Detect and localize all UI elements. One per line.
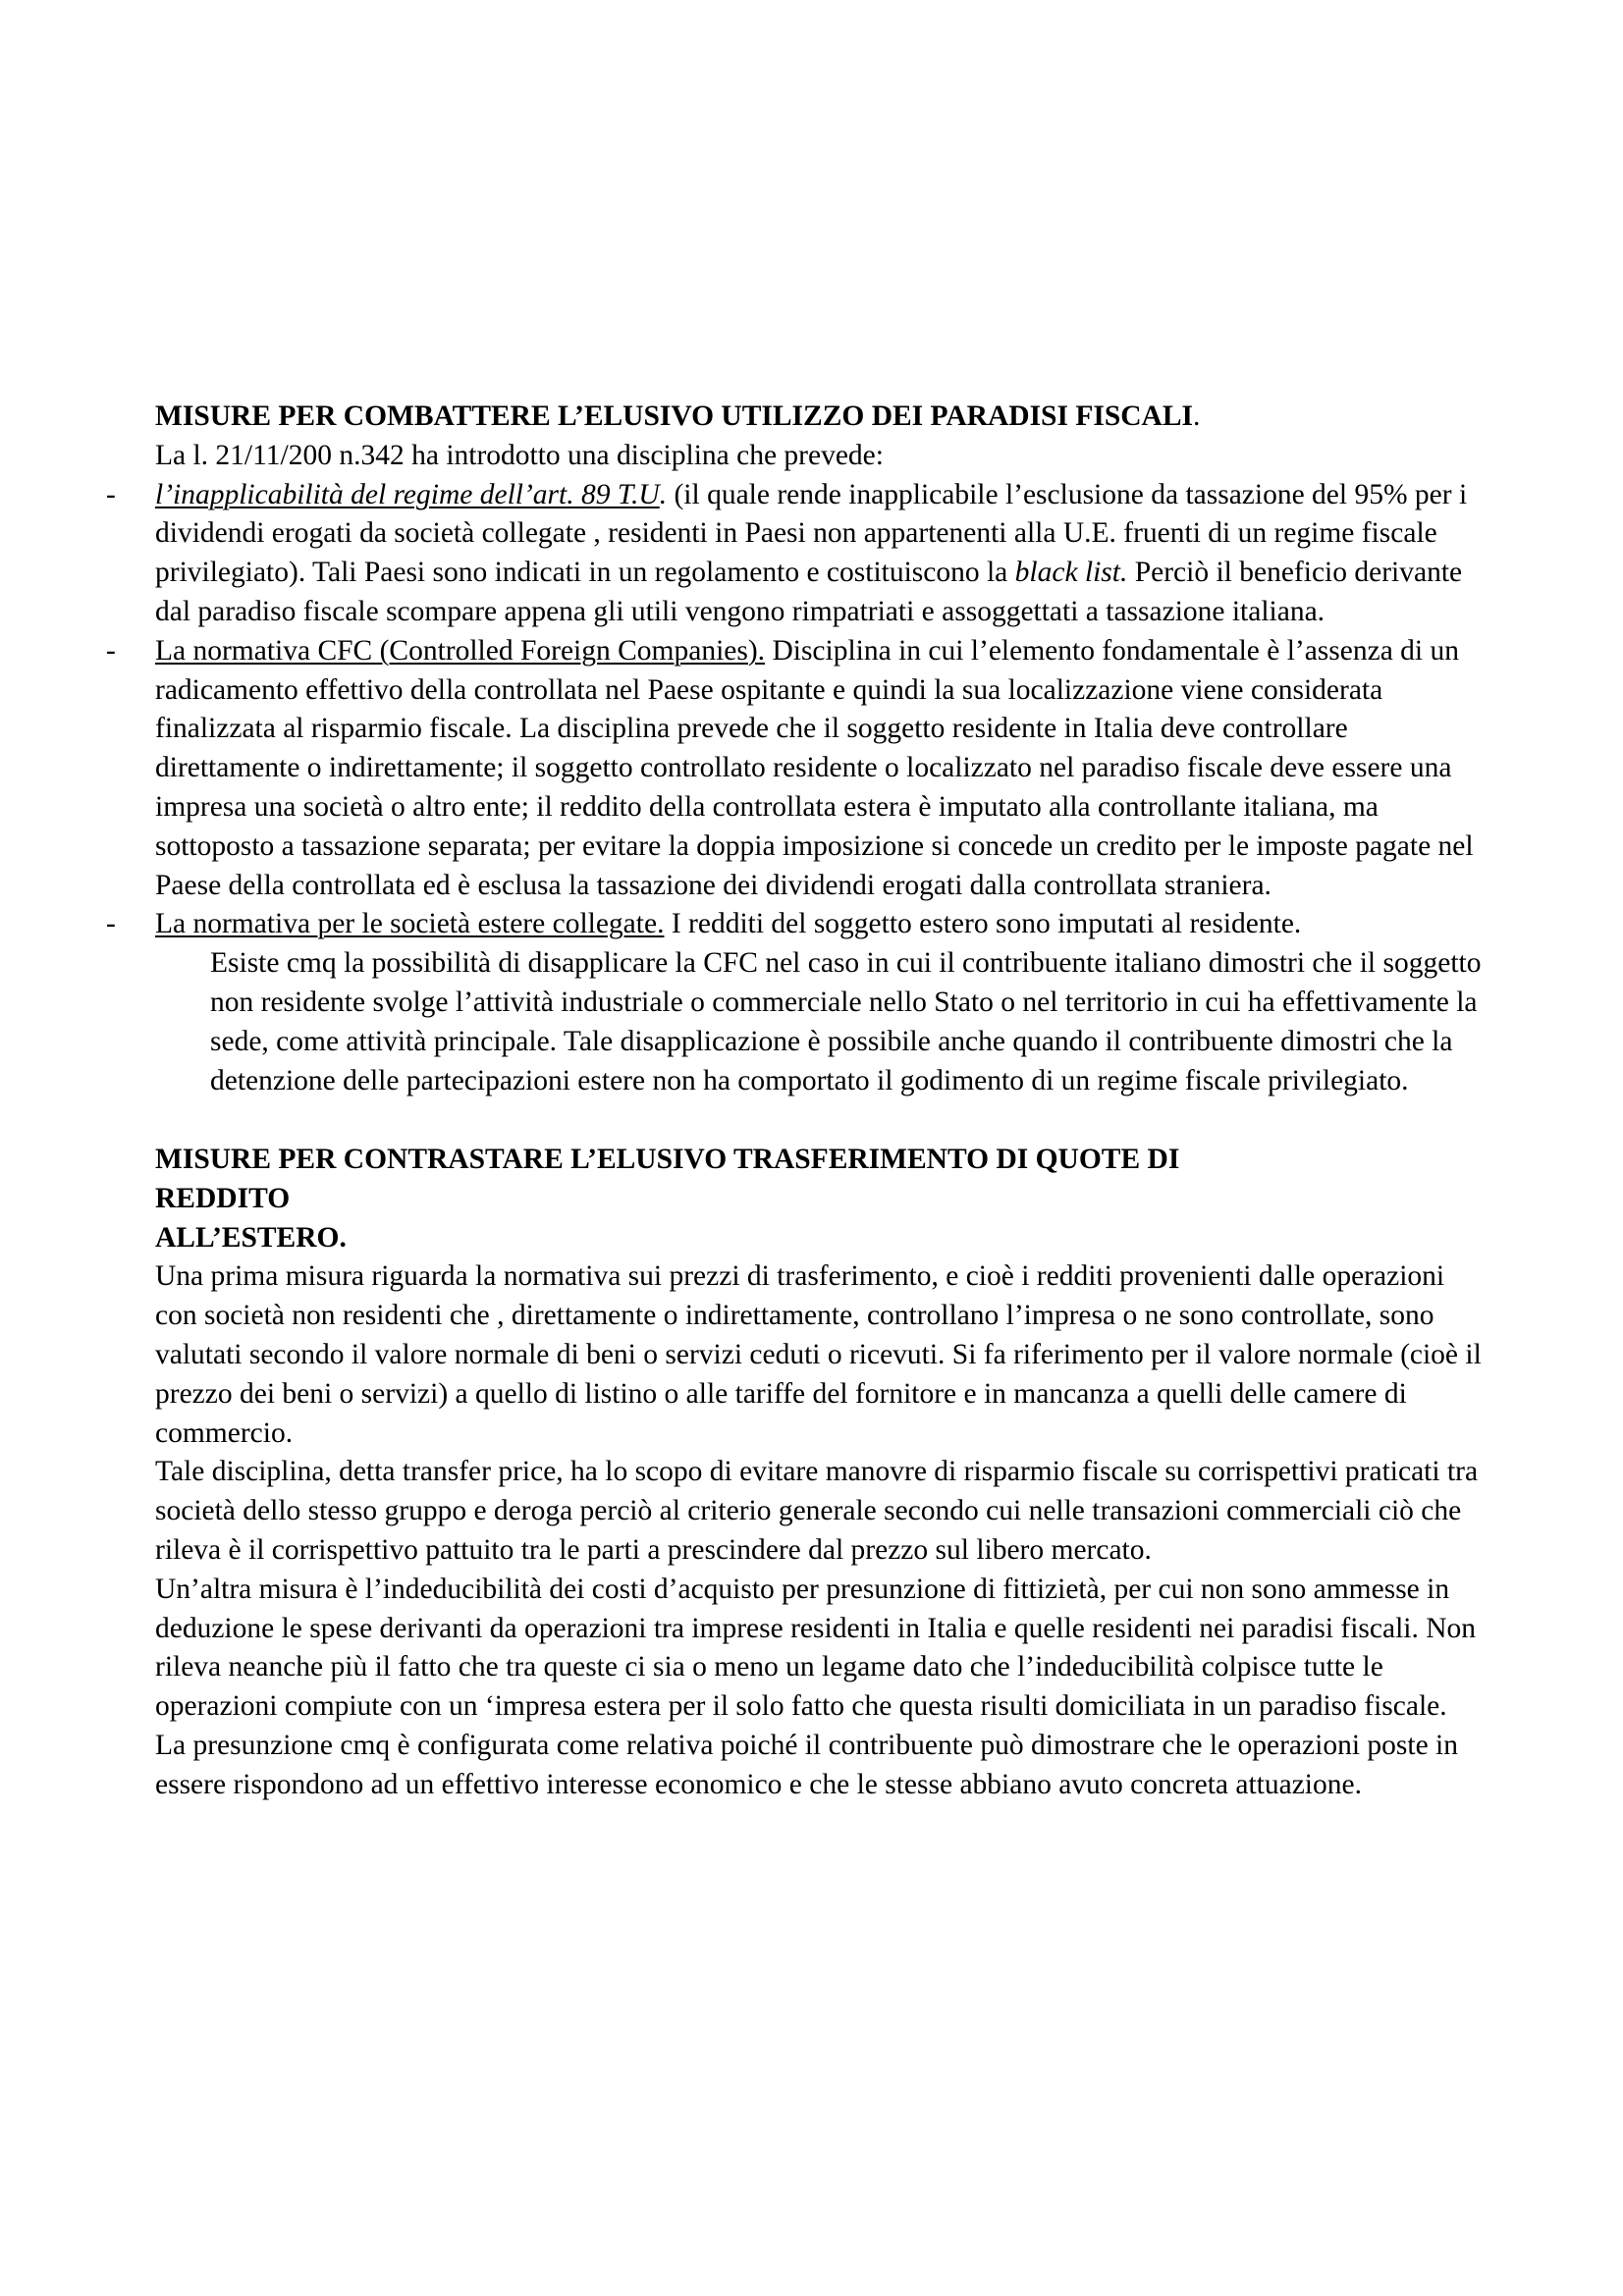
indented-paragraph: Esiste cmq la possibilità di disapplicare la CFC nel caso in cui il contribuente italiano dimostri che il soggetto non residente svolge l’attività industriale o commerciale nello Stato o nel territorio in cui ha effettivamente la sede, come attività principale. Tale disapplicazione è possibile anche quando il contribuente dimostri che la detenzione delle partecipazioni estere non ha comportato il godimento di un regime fiscale privilegiato. (210, 947, 1482, 1096)
list-item: - La normativa CFC (Controlled Foreign Companies). Disciplina in cui l’elemento fondamentale è l’assenza di un radicamento effettivo della controllata nel Paese ospitante e quindi la sua localizzazione viene considerata finalizzata al risparmio fiscale. La disciplina prevede che il soggetto residente in Italia deve controllare direttamente o indirettamente; il soggetto controllato residente o localizzato nel paradiso fiscale deve essere una impresa una società o altro ente; il reddito della controllata estera è imputato alla controllante italiana, ma sottoposto a tassazione separata; per evitare la doppia imposizione si concede un credito per le imposte pagate nel Paese della controllata ed è esclusa la tassazione dei dividendi erogati dalla controllata straniera. (155, 632, 1483, 906)
section2-paragraph: Una prima misura riguarda la normativa sui prezzi di trasferimento, e cioè i redditi provenienti dalle operazioni con società non residenti che , direttamente o indirettamente, controllano l’impresa o ne sono controllate, sono valutati secondo il valore normale di beni o servizi ceduti o ricevuti. Si fa riferimento per il valore normale (cioè il prezzo dei beni o servizi) a quello di listino o alle tariffe del fornitore e in mancanza a quelli delle camere di commercio. (155, 1260, 1482, 1449)
bullet-dash: - (106, 908, 116, 940)
section1-intro: La l. 21/11/200 n.342 ha introdotto una disciplina che prevede: (155, 439, 884, 471)
document-body (106, 398, 1483, 1805)
list-item: - La normativa per le società estere collegate. I redditi del soggetto estero sono imputati al residente. (155, 905, 1483, 944)
bullet-dash: - (106, 478, 116, 510)
bullet-dash: - (106, 634, 116, 667)
section2-paragraph: Un’altra misura è l’indeducibilità dei costi d’acquisto per presunzione di fittizietà, per cui non sono ammesse in deduzione le spese derivanti da operazioni tra imprese residenti in Italia e quelle residenti nei paradisi fiscali. Non rileva neanche più il fatto che tra queste ci sia o meno un legame dato che l’indeducibilità colpisce tutte le operazioni compiute con un ‘impresa estera per il solo fatto che questa risulti domiciliata in un paradiso fiscale. La presunzione cmq è configurata come relativa poiché il contribuente può dimostrare che le operazioni poste in essere rispondono ad un effettivo interesse economico e che le stesse abbiano avuto concreta attuazione. (155, 1573, 1477, 1800)
section2-title-line2: REDDITO (155, 1183, 291, 1215)
black-list-term: black list. (1014, 557, 1128, 589)
section2-paragraph: Tale disciplina, detta transfer price, ha lo scopo di evitare manovre di risparmio fiscale su corrispettivi praticati tra società dello stesso gruppo e deroga perciò al criterio generale secondo cui nelle transazioni commerciali ciò che rileva è il corrispettivo pattuito tra le parti a prescindere dal prezzo sul libero mercato. (155, 1456, 1479, 1566)
section2-title-line3: ALL’ESTERO. (155, 1222, 347, 1255)
section1-title: MISURE PER COMBATTERE L’ELUSIVO UTILIZZO DEI PARADISI FISCALI. (155, 400, 1201, 432)
section2 (155, 1140, 1483, 1804)
bullet-lead: La normativa per le società estere collegate. (155, 908, 665, 940)
section2-title-line1: MISURE PER CONTRASTARE L’ELUSIVO TRASFERIMENTO DI QUOTE DI (155, 1144, 1180, 1176)
bullet-lead: La normativa CFC (Controlled Foreign Companies). (155, 634, 766, 667)
list-item: - l’inapplicabilità del regime dell’art. 89 T.U. (il quale rende inapplicabile l’esclusione da tassazione del 95% per i dividendi erogati da società collegate , residenti in Paesi non appartenenti alla U.E. fruenti di un regime fiscale privilegiato). Tali Paesi sono indicati in un regolamento e costituiscono la black list. Perciò il beneficio derivante dal paradiso fiscale scompare appena gli utili vengono rimpatriati e assoggettati a tassazione italiana. (155, 476, 1483, 632)
bullet-lead: l’inapplicabilità del regime dell’art. 89 T.U (155, 478, 660, 510)
